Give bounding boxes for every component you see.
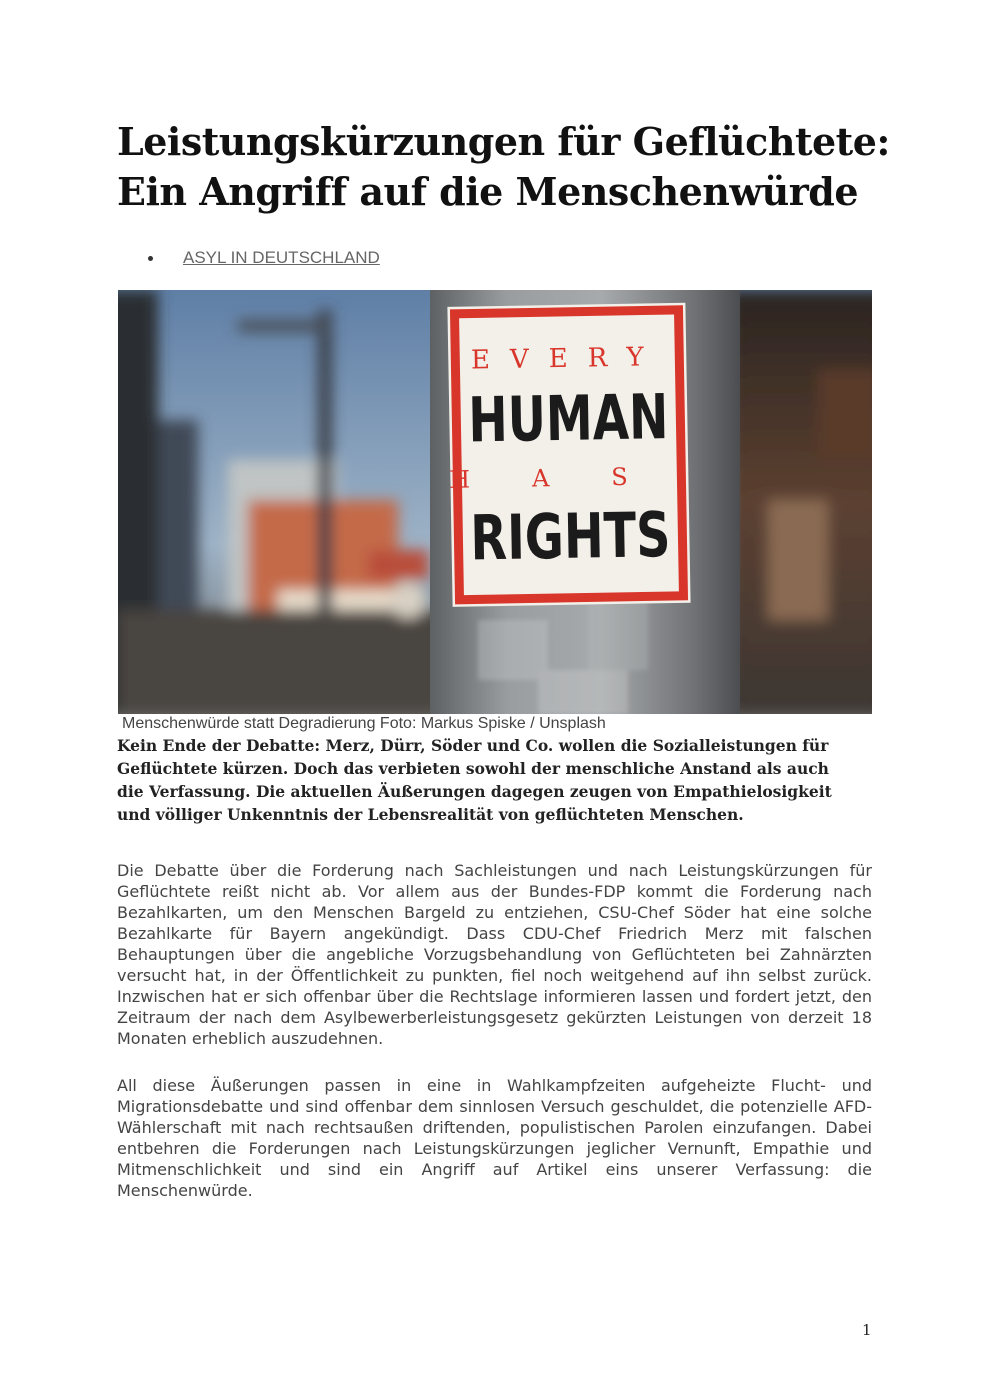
sticker-text-human: HUMAN: [467, 378, 733, 457]
title-line-2: Ein Angriff auf die Menschenwürde: [117, 169, 858, 214]
sticker-text-every: EVERY: [470, 342, 664, 376]
article-lead: Kein Ende der Debatte: Merz, Dürr, Söder und Co. wollen die Sozialleistungen für Geflüchtete kürzen. Doch das verbieten sowohl der menschliche Anstand als auch die Verfassung. Die aktuellen Äußerungen dagegen zeugen von Empathielosigkeit und völliger Unkenntnis der Lebensrealität von geflüchteten Menschen.: [117, 736, 832, 824]
article-photo: [118, 290, 872, 714]
article-title: [117, 117, 897, 217]
body-paragraph-2: All diese Äußerungen passen in eine in Wahlkampfzeiten aufgeheizte Flucht- und Migrationsdebatte und sind offenbar dem sinnlosen Versuch geschuldet, die potenzielle AFD-Wählerschaft mit nach rechtsaußen driftenden, populistischen Parolen einzufangen. Dabei entbehren die Forderungen nach Leistungskürzungen jeglicher Vernunft, Empathie und Mitmenschlichkeit und sind ein Angriff auf Artikel eins unserer Verfassung: die Menschenwürde.: [117, 1076, 872, 1200]
tag-link-asyl[interactable]: ASYL IN DEUTSCHLAND: [183, 248, 380, 267]
tag-item: [117, 244, 380, 272]
title-line-1: Leistungskürzungen für Geflüchtete:: [117, 119, 890, 164]
sticker-text-has: HAS: [448, 461, 690, 494]
tag-list: [117, 244, 380, 272]
body-paragraph-1: Die Debatte über die Forderung nach Sachleistungen und nach Leistungskürzungen für Geflüchtete reißt nicht ab. Vor allem aus der Bundes-FDP kommt die Forderung nach Bezahlkarten, um den Menschen Bargeld zu entziehen, CSU-Chef Söder hat eine solche Bezahlkarte für Bayern angekündigt. Dass CDU-Chef Friedrich Merz mit falschen Behauptungen über die angebliche Vorzugsbehandlung von Geflüchteten bei Zahnärzten versucht hat, in der Öffentlichkeit zu punkten, fiel noch weitgehend auf ihn selbst zurück. Inzwischen hat er sich offenbar über die Rechtslage informieren lassen und fordert jetzt, den Zeitraum der nach dem Asylbewerberleistungsgesetz gekürzten Leistungen von derzeit 18 Monaten erheblich auszudehnen.: [117, 861, 872, 1048]
page-number: 1: [862, 1321, 872, 1339]
sticker-text-rights: RIGHTS: [469, 496, 732, 575]
photo-caption: Menschenwürde statt Degradierung Foto: Markus Spiske / Unsplash: [122, 715, 606, 732]
